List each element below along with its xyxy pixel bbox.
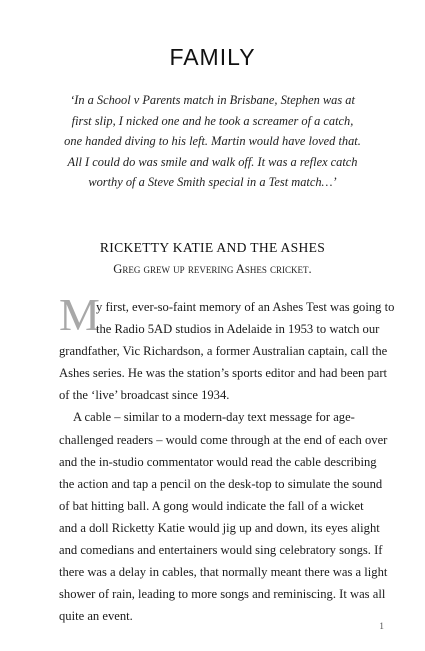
body-line: grandfather, Vic Richardson, a former Australian captain, call the [59, 344, 388, 359]
epigraph-quote [40, 90, 385, 193]
section-heading: RICKETTY KATIE AND THE ASHES [99, 240, 326, 255]
chapter-title: FAMILY [169, 44, 256, 70]
body-line: and the in-studio commentator would read the cable describing [59, 454, 377, 469]
body-line: A cable – similar to a modern-day text message for age- [73, 410, 355, 425]
page-number: 1 [379, 622, 384, 632]
body-line: the Radio 5AD studios in Adelaide in 1953 to watch our [96, 322, 380, 337]
body-line: and a doll Ricketty Katie would jig up and down, its eyes alight [59, 520, 380, 535]
epigraph-line: ‘In a School v Parents match in Brisbane, Stephen was at [70, 93, 355, 107]
body-line: there was a delay in cables, that normally meant there was a light [59, 565, 388, 580]
body-line: Ashes series. He was the station’s sports editor and had been part [59, 366, 388, 381]
section-subheading: Greg grew up revering Ashes cricket. [113, 262, 312, 276]
body-line: the action and tap a pencil on the desk-top to simulate the sound [59, 476, 383, 491]
epigraph-line: first slip, I nicked one and he took a screamer of a catch, [71, 113, 354, 128]
body-line: and comedians and entertainers would sing celebratory songs. If [59, 543, 383, 558]
body-text [59, 296, 395, 627]
body-line: challenged readers – would come through at the end of each over [59, 432, 388, 447]
body-line: y first, ever-so-faint memory of an Ashes Test was going to [96, 300, 395, 314]
body-line: shower of rain, leading to more songs and reminiscing. It was all [59, 587, 386, 602]
body-line: of the ‘live’ broadcast since 1934. [59, 388, 230, 403]
body-line: of bat hitting ball. A gong would indicate the fall of a wicket [59, 498, 364, 513]
epigraph-line: All I could do was smile and walk off. It was a reflex catch [67, 154, 358, 169]
body-line: quite an event. [59, 609, 133, 624]
epigraph-line: one handed diving to his left. Martin would have loved that. [64, 134, 361, 148]
epigraph-line: worthy of a Steve Smith special in a Test match…’ [88, 175, 337, 189]
drop-cap: M [59, 289, 100, 340]
